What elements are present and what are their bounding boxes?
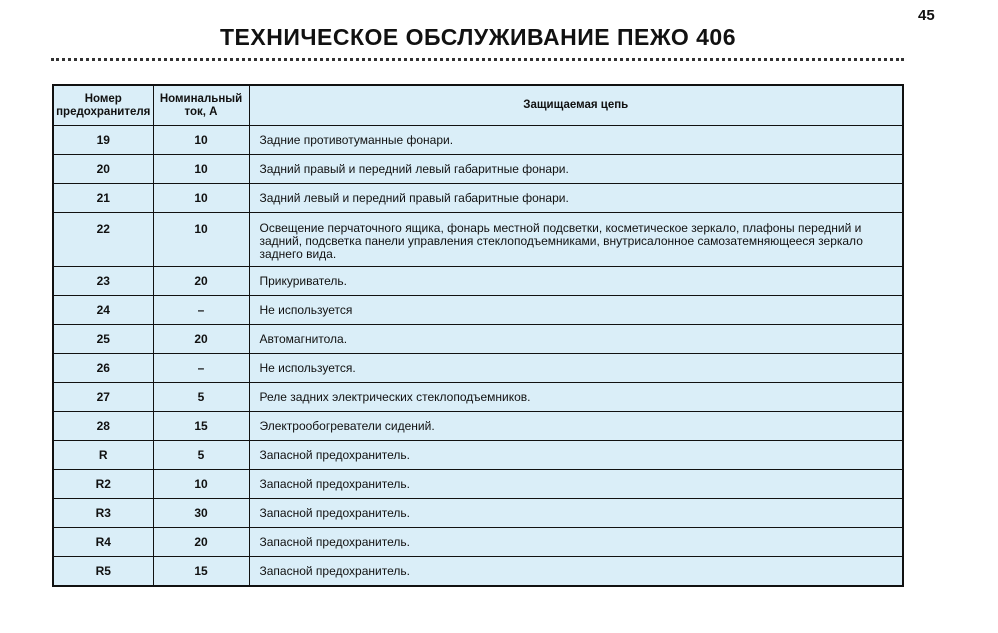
circuit-cell: Освещение перчаточного ящика, фонарь местной подсветки, косметическое зеркало, плафоны передний и задний, подсветка панели управления стеклоподъемниками, внутрисалонное самозатемняющееся зеркало заднего вида. bbox=[249, 213, 903, 267]
fuse-number-cell: 23 bbox=[53, 267, 153, 296]
rated-current-cell: 5 bbox=[153, 441, 249, 470]
fuse-number-cell: 21 bbox=[53, 184, 153, 213]
circuit-cell: Задний правый и передний левый габаритные фонари. bbox=[249, 155, 903, 184]
circuit-cell: Автомагнитола. bbox=[249, 325, 903, 354]
rated-current-cell: – bbox=[153, 354, 249, 383]
table-row bbox=[53, 155, 903, 184]
page-title: ТЕХНИЧЕСКОЕ ОБСЛУЖИВАНИЕ ПЕЖО 406 bbox=[219, 24, 737, 50]
table-row bbox=[53, 296, 903, 325]
circuit-cell: Запасной предохранитель. bbox=[249, 499, 903, 528]
circuit-cell: Запасной предохранитель. bbox=[249, 470, 903, 499]
page-number: 45 bbox=[918, 7, 935, 24]
rated-current-cell: 30 bbox=[153, 499, 249, 528]
fuse-number-cell: 26 bbox=[53, 354, 153, 383]
fuse-number-cell: 27 bbox=[53, 383, 153, 412]
circuit-cell: Не используется. bbox=[249, 354, 903, 383]
rated-current-cell: 10 bbox=[153, 184, 249, 213]
fuse-number-cell: 28 bbox=[53, 412, 153, 441]
circuit-cell: Задние противотуманные фонари. bbox=[249, 126, 903, 155]
circuit-cell: Реле задних электрических стеклоподъемников. bbox=[249, 383, 903, 412]
table-row bbox=[53, 499, 903, 528]
rated-current-cell: 20 bbox=[153, 528, 249, 557]
table-row bbox=[53, 184, 903, 213]
rated-current-cell: 15 bbox=[153, 557, 249, 587]
circuit-cell: Запасной предохранитель. bbox=[249, 528, 903, 557]
table-row bbox=[53, 441, 903, 470]
table-row bbox=[53, 383, 903, 412]
table-row bbox=[53, 470, 903, 499]
fuse-number-cell: R3 bbox=[53, 499, 153, 528]
header-protected-circuit: Защищаемая цепь bbox=[249, 85, 903, 126]
table-row bbox=[53, 267, 903, 296]
table-row bbox=[53, 528, 903, 557]
rated-current-cell: 20 bbox=[153, 267, 249, 296]
fuse-table bbox=[52, 84, 904, 587]
table-row bbox=[53, 126, 903, 155]
rated-current-cell: – bbox=[153, 296, 249, 325]
table-header-row bbox=[53, 85, 903, 126]
circuit-cell: Не используется bbox=[249, 296, 903, 325]
rated-current-cell: 15 bbox=[153, 412, 249, 441]
rated-current-cell: 10 bbox=[153, 126, 249, 155]
table-row bbox=[53, 412, 903, 441]
circuit-cell: Электрообогреватели сидений. bbox=[249, 412, 903, 441]
rated-current-cell: 5 bbox=[153, 383, 249, 412]
fuse-number-cell: R5 bbox=[53, 557, 153, 587]
fuse-number-cell: 24 bbox=[53, 296, 153, 325]
circuit-cell: Прикуриватель. bbox=[249, 267, 903, 296]
rated-current-cell: 20 bbox=[153, 325, 249, 354]
fuse-number-cell: 25 bbox=[53, 325, 153, 354]
circuit-cell: Запасной предохранитель. bbox=[249, 441, 903, 470]
fuse-number-cell: R2 bbox=[53, 470, 153, 499]
header-rated-current: Номинальный ток, А bbox=[153, 85, 249, 126]
fuse-number-cell: 22 bbox=[53, 213, 153, 267]
table-row bbox=[53, 325, 903, 354]
fuse-number-cell: 20 bbox=[53, 155, 153, 184]
dotted-divider bbox=[51, 58, 904, 61]
table-row bbox=[53, 213, 903, 267]
fuse-number-cell: 19 bbox=[53, 126, 153, 155]
header-fuse-number: Номер предохранителя bbox=[53, 85, 153, 126]
table-row bbox=[53, 557, 903, 587]
rated-current-cell: 10 bbox=[153, 470, 249, 499]
fuse-number-cell: R bbox=[53, 441, 153, 470]
rated-current-cell: 10 bbox=[153, 155, 249, 184]
circuit-cell: Задний левый и передний правый габаритные фонари. bbox=[249, 184, 903, 213]
fuse-number-cell: R4 bbox=[53, 528, 153, 557]
rated-current-cell: 10 bbox=[153, 213, 249, 267]
circuit-cell: Запасной предохранитель. bbox=[249, 557, 903, 587]
table-row bbox=[53, 354, 903, 383]
